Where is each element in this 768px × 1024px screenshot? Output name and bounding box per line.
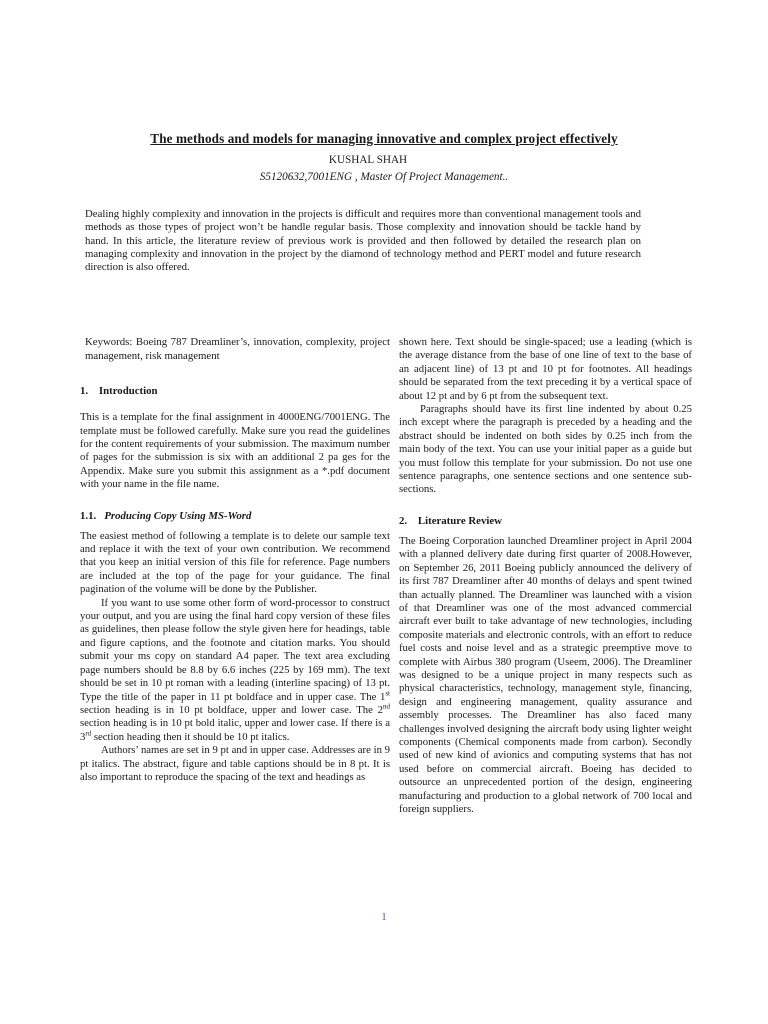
right-column-paragraph-1: shown here. Text should be single-spaced; use a leading (which is the average distance from the base of one line of text to the base of an adjacent line) of 13 pt and 10 pt for footnotes. All headings should be separated from the text preceding it by a vertical space of about 12 pt and by 6 pt from the subsequent text.	[399, 336, 692, 402]
page-number: 1	[381, 911, 387, 923]
abstract: Dealing highly complexity and innovation in the projects is difficult and requires more than conventional management tools and methods as those types of project won’t be handle regular basis. Those complexity and innovation should be tackle hand by hand. In this article, the literature review of previous work is provided and then followed by detailed the research plan on managing complexity and innovation in the project by the diamond of technology method and PERT model and future research direction is also offered.	[85, 208, 641, 274]
left-column	[80, 336, 390, 784]
superscript-nd: nd	[383, 702, 390, 711]
section-2-text: The Boeing Corporation launched Dreamliner project in April 2004 with a planned delivery date during first quarter of 2008.However, on September 26, 2011 Boeing publicly announced the delivery of its first 787 Dreamliner after 40 months of delays and spent twined than actually planned. The Dreamliner was launched with a vision of that Dreamliner was one of the most advanced commercial aircraft ever built to take advantage of new technologies, including composite materials and electronic controls, with an effort to reduce fuel costs and noise level and as a strategic preemptive move to complete with Airbus 380 program (Useem, 2006). The Dreamliner was designed to be a unique project in many respects such as physical characteristics, technology, management style, financing, design and engineering management, quality assurance and assembly processes. The Dreamliner has also faced many challenges involved designing the aircraft body using lighter weight components (Chemical components made from carbon). Secondly used of new kind of avionics and computing systems that has not used before on commercial aircraft. Boeing has decided to outsource an unprecedented portion of the design, engineering manufacturing and production to a global network of 700 local and foreign suppliers.	[399, 534, 692, 815]
author-affiliation: S5120632,7001ENG , Master Of Project Management..	[259, 171, 509, 183]
superscript-rd: rd	[85, 729, 92, 738]
section-1-1-paragraph-1: The easiest method of following a template is to delete our sample text and replace it with the text of your own contribution. We recommend that you keep an initial version of this file for reference. Page numbers are included at the top of the page for your guidance. The final pagination of the volume will be done by the Publisher.	[80, 529, 390, 596]
section-1-text: This is a template for the final assignment in 4000ENG/7001ENG. The template must be followed carefully. Make sure you read the guidelines for the content requirements of your submission. The maximum number of pages for the submission is six with an additional 2 pa ges for the Appendix. Make sure you submit this assignment as a *.pdf document with your name in the file name.	[80, 411, 390, 491]
section-1-1-title: Producing Copy Using MS-Word	[104, 509, 252, 522]
section-1-1-heading	[80, 510, 390, 522]
paper-title: The methods and models for managing innovative and complex project effectively	[150, 131, 618, 146]
right-column-paragraph-2: Paragraphs should have its first line indented by about 0.25 inch except where the paragraph is preceded by a heading and the abstract should be indented on both sides by 0.25 inch from the main body of the text. You can use your initial paper as a guide but you must follow this template for your submission. Do not use one sentence paragraphs, one sentence sections and one sentence sub-sections.	[399, 403, 692, 496]
section-2-heading: 2. Literature Review	[399, 514, 502, 527]
superscript-st: st	[385, 688, 390, 697]
author-name: KUSHAL SHAH	[328, 154, 408, 166]
section-1-1-paragraph-3: Authors’ names are set in 9 pt and in upper case. Addresses are in 9 pt italics. The abstract, figure and table captions should be in 8 pt. It is also important to reproduce the spacing of the text and headings as	[80, 744, 390, 783]
section-1-heading: 1. Introduction	[80, 385, 158, 398]
keywords: Keywords: Boeing 787 Dreamliner’s, innovation, complexity, project management, risk management	[85, 336, 390, 362]
section-1-1-number: 1.1.	[80, 509, 97, 522]
right-column	[399, 336, 692, 816]
section-1-1-paragraph-2: If you want to use some other form of word-processor to construct your output, and you are using the final hard copy version of these files as guidelines, then please follow the style given here for headings, table and figure captions, and the footnote and citation marks. You should submit your ms copy on standard A4 paper. The text area excluding page numbers should be 8.8 by 6.6 inches (225 by 169 mm). The text should be set in 10 pt roman with a leading (interline spacing) of 13 pt. Type the title of the paper in 11 pt boldface and in upper case. The 1st section heading is in 10 pt boldface, upper and lower case. The 2nd section heading is in 10 pt bold italic, upper and lower case. If there is a 3rd section heading then it should be 10 pt italics.	[80, 596, 390, 743]
